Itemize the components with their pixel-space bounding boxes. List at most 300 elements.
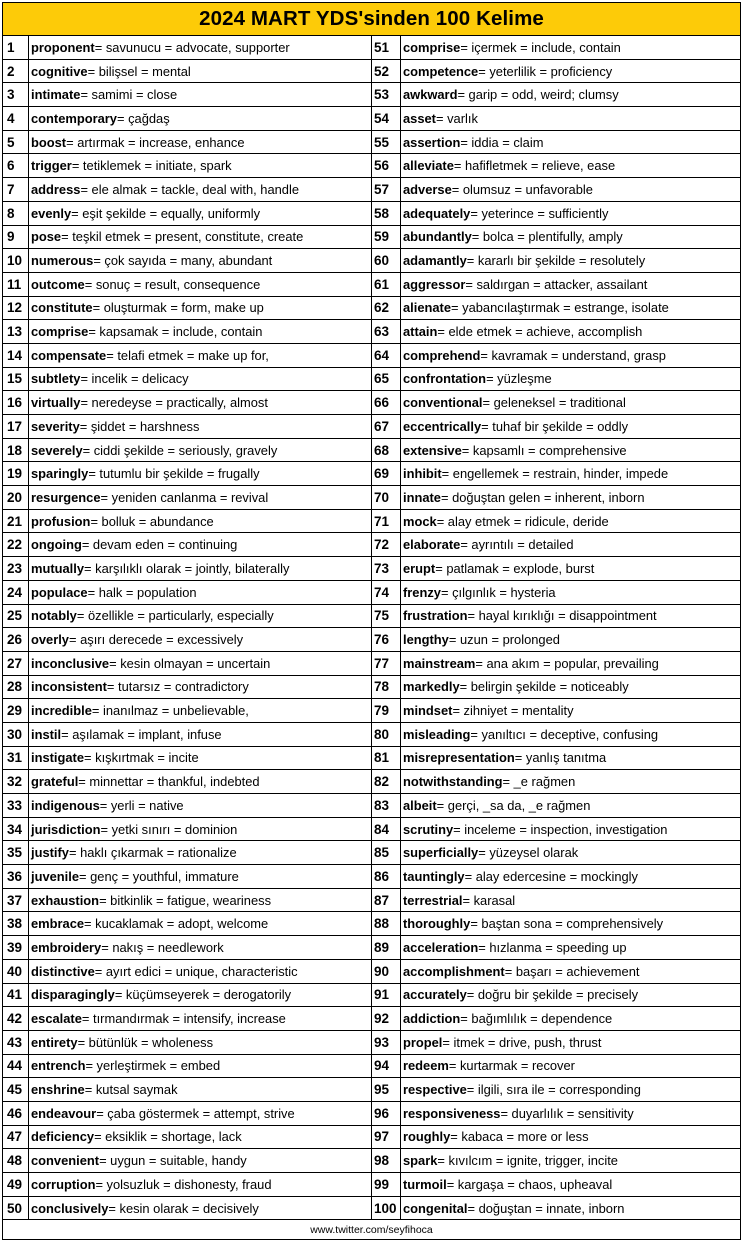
english-word: redeem: [403, 1058, 449, 1074]
row-number: 12: [3, 297, 29, 320]
word-definition: = _e rağmen: [502, 774, 576, 790]
row-number: 51: [372, 36, 401, 59]
table-row: [372, 391, 740, 415]
table-row: [3, 628, 371, 652]
english-word: aggressor: [403, 276, 466, 292]
table-row: [3, 202, 371, 226]
table-row: [372, 1149, 740, 1173]
english-word: confrontation: [403, 371, 487, 387]
row-number: 43: [3, 1031, 29, 1054]
english-word: resurgence: [31, 489, 101, 505]
table-row: [3, 936, 371, 960]
word-definition: = hızlanma = speeding up: [478, 939, 627, 955]
english-word: eccentrically: [403, 418, 482, 434]
english-word: mindset: [403, 703, 453, 719]
word-definition: = hafifletmek = relieve, ease: [453, 158, 616, 174]
row-number: 74: [372, 581, 401, 604]
word-definition: = yolsuzluk = dishonesty, fraud: [95, 1176, 272, 1192]
entry-text: [29, 415, 371, 438]
row-number: 59: [372, 226, 401, 249]
table-row: [3, 794, 371, 818]
word-definition: = çağdaş: [116, 110, 170, 126]
english-word: comprise: [403, 39, 461, 55]
entry-text: [401, 699, 740, 722]
entry-text: [401, 1078, 740, 1101]
row-number: 24: [3, 581, 29, 604]
row-number: 58: [372, 202, 401, 225]
table-row: [3, 226, 371, 250]
table-row: [372, 415, 740, 439]
row-number: 65: [372, 368, 401, 391]
english-word: proponent: [31, 39, 95, 55]
entry-text: [401, 320, 740, 343]
english-word: entirety: [31, 1034, 78, 1050]
table-row: [372, 1102, 740, 1126]
row-number: 50: [3, 1197, 29, 1220]
entry-text: [401, 652, 740, 675]
vocabulary-sheet: [2, 2, 741, 1240]
table-row: [372, 557, 740, 581]
english-word: responsiveness: [403, 1105, 501, 1121]
row-number: 96: [372, 1102, 401, 1125]
table-row: [3, 1078, 371, 1102]
english-word: address: [31, 181, 81, 197]
table-row: [3, 320, 371, 344]
entry-text: [401, 1055, 740, 1078]
word-definition: = artırmak = increase, enhance: [66, 134, 245, 150]
entry-text: [401, 533, 740, 556]
word-definition: = kışkırtmak = incite: [84, 750, 199, 766]
entry-text: [29, 1197, 371, 1220]
english-word: abundantly: [403, 229, 472, 245]
entry-text: [29, 699, 371, 722]
word-definition: = teşkil etmek = present, constitute, create: [61, 229, 304, 245]
word-definition: = gerçi, _sa da, _e rağmen: [436, 797, 591, 813]
row-number: 38: [3, 912, 29, 935]
word-definition: = baştan sona = comprehensively: [470, 916, 664, 932]
table-row: [3, 107, 371, 131]
word-definition: = kavramak = understand, grasp: [480, 347, 666, 363]
word-definition: = başarı = achievement: [504, 963, 640, 979]
table-row: [372, 344, 740, 368]
table-row: [3, 912, 371, 936]
row-number: 46: [3, 1102, 29, 1125]
english-word: embroidery: [31, 939, 102, 955]
row-number: 97: [372, 1126, 401, 1149]
word-definition: = yeterlilik = proficiency: [478, 63, 613, 79]
table-row: [3, 439, 371, 463]
english-word: jurisdiction: [31, 821, 101, 837]
word-definition: = saldırgan = attacker, assailant: [465, 276, 648, 292]
english-word: deficiency: [31, 1129, 95, 1145]
word-definition: = bağımlılık = dependence: [460, 1011, 613, 1027]
table-row: [372, 652, 740, 676]
word-definition: = tutarsız = contradictory: [106, 679, 249, 695]
table-row: [372, 628, 740, 652]
row-number: 52: [372, 60, 401, 83]
entry-text: [29, 889, 371, 912]
word-definition: = şiddet = harshness: [79, 418, 200, 434]
entry-text: [29, 226, 371, 249]
row-number: 37: [3, 889, 29, 912]
table-row: [3, 533, 371, 557]
word-definition: = yüzleşme: [486, 371, 552, 387]
table-row: [372, 83, 740, 107]
row-number: 60: [372, 249, 401, 272]
table-row: [3, 154, 371, 178]
english-word: indigenous: [31, 797, 100, 813]
word-definition: = çılgınlık = hysteria: [440, 584, 556, 600]
english-word: notwithstanding: [403, 774, 503, 790]
english-word: scrutiny: [403, 821, 454, 837]
word-definition: = çaba göstermek = attempt, strive: [96, 1105, 295, 1121]
row-number: 77: [372, 652, 401, 675]
word-definition: = savunucu = advocate, supporter: [94, 39, 290, 55]
entry-text: [401, 486, 740, 509]
english-word: propel: [403, 1034, 443, 1050]
row-number: 80: [372, 723, 401, 746]
row-number: 76: [372, 628, 401, 651]
word-definition: = duyarlılık = sensitivity: [500, 1105, 634, 1121]
entry-text: [29, 794, 371, 817]
entry-text: [401, 154, 740, 177]
english-word: cognitive: [31, 63, 88, 79]
table-row: [372, 818, 740, 842]
word-definition: = inanılmaz = unbelievable,: [91, 703, 249, 719]
table-row: [372, 202, 740, 226]
english-word: subtlety: [31, 371, 81, 387]
word-definition: = kucaklamak = adopt, welcome: [84, 916, 269, 932]
entry-text: [401, 462, 740, 485]
row-number: 70: [372, 486, 401, 509]
table-row: [372, 273, 740, 297]
word-definition: = neredeyse = practically, almost: [80, 395, 268, 411]
entry-text: [29, 154, 371, 177]
english-word: frenzy: [403, 584, 441, 600]
table-row: [3, 273, 371, 297]
english-word: instil: [31, 726, 62, 742]
entry-text: [401, 628, 740, 651]
table-row: [3, 391, 371, 415]
row-number: 9: [3, 226, 29, 249]
entry-text: [29, 1007, 371, 1030]
table-row: [3, 605, 371, 629]
row-number: 79: [372, 699, 401, 722]
row-number: 15: [3, 368, 29, 391]
table-row: [3, 36, 371, 60]
row-number: 84: [372, 818, 401, 841]
row-number: 66: [372, 391, 401, 414]
table-row: [3, 178, 371, 202]
english-word: ongoing: [31, 537, 82, 553]
row-number: 83: [372, 794, 401, 817]
row-number: 89: [372, 936, 401, 959]
table-row: [3, 1173, 371, 1197]
row-number: 67: [372, 415, 401, 438]
english-word: adamantly: [403, 253, 467, 269]
english-word: convenient: [31, 1153, 100, 1169]
table-row: [372, 486, 740, 510]
word-definition: = kararlı bir şekilde = resolutely: [466, 253, 646, 269]
entry-text: [401, 178, 740, 201]
entry-text: [401, 297, 740, 320]
word-definition: = uygun = suitable, handy: [99, 1153, 247, 1169]
english-word: mock: [403, 513, 437, 529]
word-definition: = bolca = plentifully, amply: [471, 229, 623, 245]
row-number: 31: [3, 747, 29, 770]
entry-text: [29, 841, 371, 864]
english-word: severely: [31, 442, 83, 458]
entry-text: [29, 131, 371, 154]
word-definition: = kapsamak = include, contain: [88, 324, 263, 340]
entry-text: [29, 533, 371, 556]
row-number: 68: [372, 439, 401, 462]
english-word: elaborate: [403, 537, 461, 553]
row-number: 5: [3, 131, 29, 154]
english-word: misleading: [403, 726, 471, 742]
table-row: [372, 770, 740, 794]
row-number: 4: [3, 107, 29, 130]
entry-text: [29, 439, 371, 462]
row-number: 11: [3, 273, 29, 296]
english-word: conclusively: [31, 1200, 109, 1216]
entry-text: [401, 960, 740, 983]
english-word: accurately: [403, 987, 467, 1003]
entry-text: [401, 841, 740, 864]
word-definition: = kesin olmayan = uncertain: [109, 655, 271, 671]
row-number: 40: [3, 960, 29, 983]
row-number: 2: [3, 60, 29, 83]
entry-text: [29, 60, 371, 83]
entry-text: [29, 368, 371, 391]
english-word: alleviate: [403, 158, 454, 174]
row-number: 49: [3, 1173, 29, 1196]
row-number: 23: [3, 557, 29, 580]
entry-text: [401, 984, 740, 1007]
word-definition: = olumsuz = unfavorable: [451, 181, 593, 197]
row-number: 27: [3, 652, 29, 675]
table-row: [372, 723, 740, 747]
table-row: [372, 297, 740, 321]
row-number: 42: [3, 1007, 29, 1030]
english-word: outcome: [31, 276, 85, 292]
word-definition: = yerleştirmek = embed: [85, 1058, 221, 1074]
entry-text: [29, 912, 371, 935]
word-definition: = kapsamlı = comprehensive: [461, 442, 627, 458]
table-row: [372, 178, 740, 202]
entry-text: [401, 226, 740, 249]
entry-text: [29, 344, 371, 367]
table-row: [3, 889, 371, 913]
table-row: [372, 154, 740, 178]
entry-text: [401, 676, 740, 699]
english-word: alienate: [403, 300, 452, 316]
english-word: pose: [31, 229, 62, 245]
english-word: tauntingly: [403, 868, 465, 884]
entry-text: [401, 557, 740, 580]
english-word: inhibit: [403, 466, 442, 482]
table-row: [372, 60, 740, 84]
row-number: 33: [3, 794, 29, 817]
word-definition: = kutsal saymak: [84, 1082, 178, 1098]
table-row: [3, 60, 371, 84]
table-row: [3, 747, 371, 771]
row-number: 87: [372, 889, 401, 912]
word-definition: = geleneksel = traditional: [482, 395, 626, 411]
english-word: virtually: [31, 395, 81, 411]
table-row: [372, 320, 740, 344]
word-definition: = samimi = close: [80, 87, 178, 103]
entry-text: [401, 439, 740, 462]
word-definition: = nakış = needlework: [101, 939, 224, 955]
english-word: notably: [31, 608, 77, 624]
english-word: adverse: [403, 181, 452, 197]
word-definition: = minnettar = thankful, indebted: [78, 774, 260, 790]
english-word: conventional: [403, 395, 483, 411]
word-definition: = doğru bir şekilde = precisely: [466, 987, 639, 1003]
entry-text: [29, 178, 371, 201]
english-word: boost: [31, 134, 67, 150]
entry-text: [401, 368, 740, 391]
entry-text: [401, 818, 740, 841]
table-row: [3, 83, 371, 107]
entry-text: [401, 107, 740, 130]
entry-text: [29, 581, 371, 604]
entry-text: [29, 36, 371, 59]
entry-text: [29, 1102, 371, 1125]
table-row: [372, 36, 740, 60]
english-word: awkward: [403, 87, 458, 103]
entry-text: [401, 1197, 740, 1220]
word-definition: = haklı çıkarmak = rationalize: [68, 845, 237, 861]
english-word: disparagingly: [31, 987, 115, 1003]
english-word: comprise: [31, 324, 89, 340]
word-definition: = ayırt edici = unique, characteristic: [94, 963, 298, 979]
word-definition: = iddia = claim: [460, 134, 544, 150]
entry-text: [29, 202, 371, 225]
row-number: 30: [3, 723, 29, 746]
table-row: [372, 131, 740, 155]
word-definition: = yeterince = sufficiently: [470, 205, 609, 221]
english-word: mainstream: [403, 655, 476, 671]
table-row: [3, 581, 371, 605]
word-definition: = yanıltıcı = deceptive, confusing: [470, 726, 659, 742]
english-word: spark: [403, 1153, 438, 1169]
row-number: 78: [372, 676, 401, 699]
english-word: accomplishment: [403, 963, 505, 979]
table-row: [372, 1055, 740, 1079]
row-number: 92: [372, 1007, 401, 1030]
table-row: [3, 984, 371, 1008]
table-row: [372, 960, 740, 984]
entry-text: [401, 723, 740, 746]
word-definition: = uzun = prolonged: [448, 632, 560, 648]
footer-credit: www.twitter.com/seyfihoca: [310, 1223, 433, 1236]
word-definition: = yeniden canlanma = revival: [100, 489, 269, 505]
word-definition: = bitkinlik = fatigue, weariness: [99, 892, 272, 908]
table-row: [372, 249, 740, 273]
entry-text: [401, 83, 740, 106]
row-number: 29: [3, 699, 29, 722]
word-definition: = yetki sınırı = dominion: [100, 821, 238, 837]
word-definition: = aşırı derecede = excessively: [68, 632, 244, 648]
table-row: [3, 723, 371, 747]
english-word: exhaustion: [31, 892, 100, 908]
word-definition: = özellikle = particularly, especially: [76, 608, 274, 624]
row-number: 32: [3, 770, 29, 793]
table-row: [372, 1007, 740, 1031]
entry-text: [401, 36, 740, 59]
entry-text: [29, 1031, 371, 1054]
row-number: 6: [3, 154, 29, 177]
english-word: markedly: [403, 679, 460, 695]
word-table: [3, 36, 740, 1220]
table-row: [372, 1197, 740, 1221]
table-row: [372, 1173, 740, 1197]
english-word: mutually: [31, 560, 85, 576]
table-row: [372, 912, 740, 936]
entry-text: [29, 320, 371, 343]
table-row: [372, 936, 740, 960]
english-word: addiction: [403, 1011, 461, 1027]
row-number: 63: [372, 320, 401, 343]
table-row: [3, 818, 371, 842]
english-word: justify: [31, 845, 69, 861]
english-word: turmoil: [403, 1176, 447, 1192]
word-definition: = bütünlük = wholeness: [77, 1034, 214, 1050]
word-definition: = yüzeysel olarak: [478, 845, 579, 861]
word-definition: = incelik = delicacy: [80, 371, 189, 387]
table-row: [3, 1031, 371, 1055]
table-row: [3, 249, 371, 273]
row-number: 61: [372, 273, 401, 296]
row-number: 25: [3, 605, 29, 628]
english-word: lengthy: [403, 632, 449, 648]
english-word: juvenile: [31, 868, 80, 884]
row-number: 98: [372, 1149, 401, 1172]
entry-text: [29, 557, 371, 580]
row-number: 35: [3, 841, 29, 864]
table-row: [3, 652, 371, 676]
entry-text: [29, 770, 371, 793]
row-number: 20: [3, 486, 29, 509]
row-number: 21: [3, 510, 29, 533]
word-definition: = genç = youthful, immature: [79, 868, 239, 884]
table-row: [3, 557, 371, 581]
entry-text: [29, 1173, 371, 1196]
word-definition: = elde etmek = achieve, accomplish: [437, 324, 643, 340]
entry-text: [401, 865, 740, 888]
entry-text: [29, 273, 371, 296]
word-definition: = telafi etmek = make up for,: [106, 347, 269, 363]
english-word: respective: [403, 1082, 467, 1098]
word-definition: = belirgin şekilde = noticeably: [459, 679, 629, 695]
entry-text: [29, 960, 371, 983]
entry-text: [29, 297, 371, 320]
table-row: [372, 747, 740, 771]
entry-text: [29, 486, 371, 509]
english-word: incredible: [31, 703, 92, 719]
english-word: inconsistent: [31, 679, 107, 695]
english-word: enshrine: [31, 1082, 85, 1098]
row-number: 26: [3, 628, 29, 651]
row-number: 57: [372, 178, 401, 201]
entry-text: [401, 131, 740, 154]
word-definition: = varlık: [435, 110, 478, 126]
entry-text: [401, 747, 740, 770]
row-number: 81: [372, 747, 401, 770]
row-number: 90: [372, 960, 401, 983]
